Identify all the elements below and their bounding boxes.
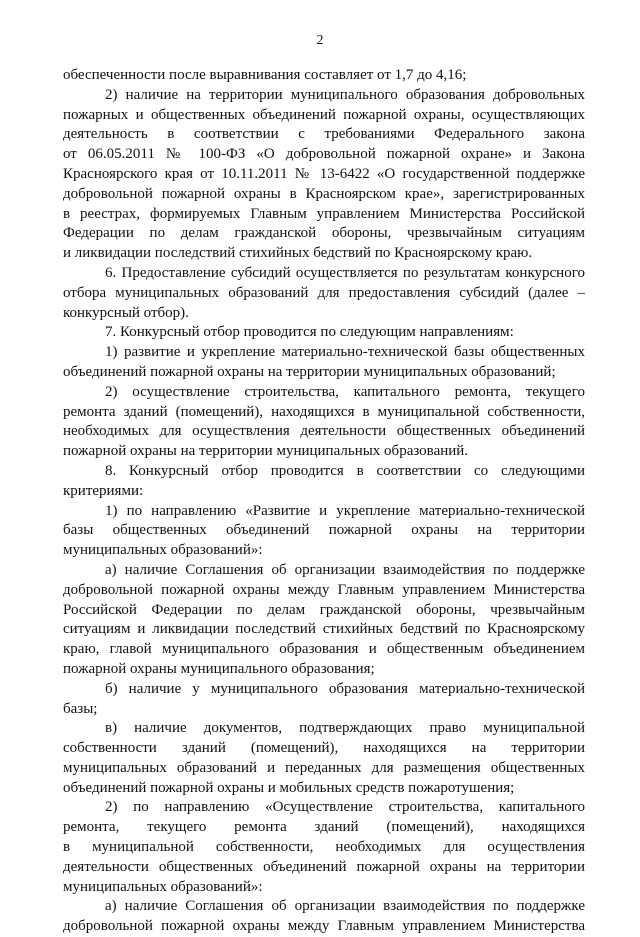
page-number: 2 — [316, 33, 324, 48]
text-line: конкурсный отбор). — [63, 304, 189, 321]
text-line: необходимых для осуществления деятельности общественных объединений — [63, 423, 585, 440]
text-line: а) наличие Соглашения об организации взаимодействия по поддержке — [105, 561, 585, 578]
text-line: деятельность в соответствии с требованиями Федерального закона — [63, 126, 585, 143]
text-line: объединений пожарной охраны и мобильных средств пожаротушения; — [63, 779, 515, 796]
text-line: отбора муниципальных образований для предоставления субсидий (далее – — [63, 284, 585, 301]
text-line: ситуациям и ликвидации последствий стихийных бедствий по Красноярскому — [63, 621, 585, 638]
text-line: обеспеченности после выравнивания составляет от 1,7 до 4,16; — [63, 67, 467, 83]
text-line: 2) осуществление строительства, капитального ремонта, текущего — [105, 383, 585, 400]
text-line: муниципальных образований»: — [63, 878, 263, 895]
text-line: муниципальных образований»: — [63, 542, 263, 559]
text-line: добровольной пожарной охраны между Главным управлением Министерства — [63, 581, 585, 598]
text-line: краю, главой муниципального образования и общественным объединением — [63, 641, 585, 658]
text-line: 2) наличие на территории муниципального образования добровольных — [105, 86, 585, 103]
text-line: базы; — [63, 700, 98, 717]
text-line: 7. Конкурсный отбор проводится по следующим направлениям: — [105, 324, 514, 341]
text-line: 1) по направлению «Развитие и укрепление материально-технической — [105, 502, 585, 519]
text-line: 6. Предоставление субсидий осуществляется по результатам конкурсного — [105, 264, 585, 281]
text-line: и ликвидации последствий стихийных бедствий по Красноярскому краю. — [63, 245, 533, 262]
text-line: 1) развитие и укрепление материально-технической базы общественных — [105, 344, 585, 361]
text-line: критериями: — [63, 482, 144, 499]
text-line: муниципальных образований и переданных для размещения общественных — [63, 759, 585, 776]
text-line: ремонта зданий (помещений), находящихся в муниципальной собственности, — [63, 403, 585, 420]
text-line: базы общественных объединений пожарной охраны на территории — [63, 522, 585, 539]
text-line: в муниципальной собственности, необходимых для осуществления — [63, 839, 585, 856]
document-body — [63, 66, 585, 937]
text-line: в реестрах, формируемых Главным управлением Министерства Российской — [63, 205, 585, 222]
text-line: Федерации по делам гражданской обороны, чрезвычайным ситуациям — [63, 225, 585, 242]
text-line: пожарных и общественных объединений пожарной охраны, осуществляющих — [63, 106, 585, 123]
text-line: от 06.05.2011 № 100-ФЗ «О добровольной пожарной охране» и Закона — [63, 146, 585, 163]
text-line: 2) по направлению «Осуществление строительства, капитального — [105, 799, 585, 816]
text-line: пожарной охраны муниципального образования; — [63, 660, 375, 677]
text-line: собственности зданий (помещений), находящихся на территории — [63, 740, 585, 757]
text-line: пожарной охраны на территории муниципальных образований. — [63, 443, 469, 460]
text-line: добровольной пожарной охраны в Красноярском крае», зарегистрированных — [63, 185, 585, 202]
text-line: б) наличие у муниципального образования материально-технической — [105, 680, 585, 697]
text-line: деятельности общественных объединений пожарной охраны на территории — [63, 858, 585, 875]
text-line: объединений пожарной охраны на территории муниципальных образований; — [63, 363, 556, 380]
text-line: в) наличие документов, подтверждающих право муниципальной — [105, 720, 585, 737]
text-line: добровольной пожарной охраны между Главным управлением Министерства — [63, 918, 585, 935]
text-line: 8. Конкурсный отбор проводится в соответствии со следующими — [105, 462, 585, 479]
text-line: Красноярского края от 10.11.2011 № 13-6422 «О государственной поддержке — [63, 165, 585, 182]
text-line: а) наличие Соглашения об организации взаимодействия по поддержке — [105, 898, 585, 915]
text-line: ремонта, текущего ремонта зданий (помещений), находящихся — [63, 819, 585, 836]
text-line: Российской Федерации по делам гражданской обороны, чрезвычайным — [63, 601, 585, 618]
